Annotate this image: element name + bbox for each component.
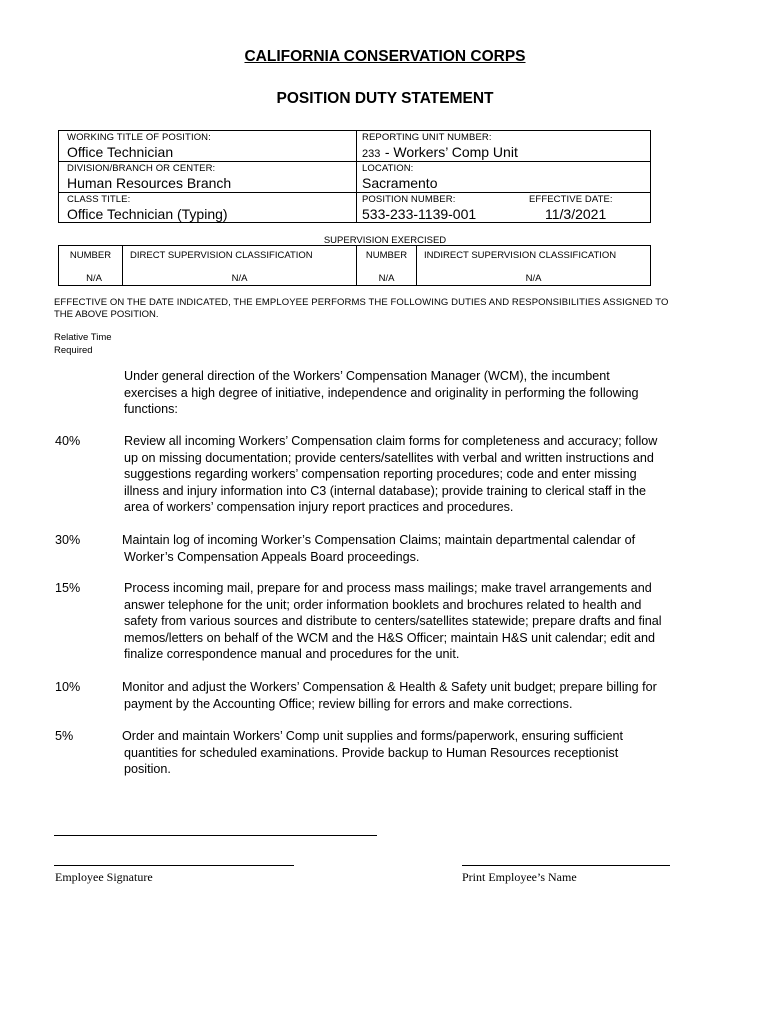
duty-line: Monitor and adjust the Workers’ Compensation & Health & Safety unit budget; prepare billing for (122, 680, 657, 694)
duty-line: Order and maintain Workers’ Comp unit supplies and forms/paperwork, ensuring sufficient (122, 729, 623, 743)
reporting-unit-number: 233 (362, 148, 381, 160)
direct-supervision-header: DIRECT SUPERVISION CLASSIFICATION (130, 250, 313, 261)
division-value: Human Resources Branch (67, 175, 232, 191)
duty-line: area of workers’ compensation injury report practices and procedures. (124, 500, 514, 515)
position-number-label: POSITION NUMBER: (362, 194, 456, 205)
position-number-value: 533-233-1139-001 (362, 206, 477, 222)
general-direction-paragraph (124, 368, 724, 418)
working-title-label: WORKING TITLE OF POSITION: (67, 132, 211, 143)
print-name-line[interactable] (462, 865, 670, 866)
supervision-number2-value: N/A (378, 273, 395, 284)
position-info-table (58, 130, 651, 223)
supervision-number2-header: NUMBER (365, 250, 408, 261)
duty-line: answer telephone for the unit; order information booklets and brochures related to health and (124, 597, 642, 612)
duty-line: Maintain log of incoming Worker’s Compensation Claims; maintain departmental calendar of (122, 533, 636, 547)
intro-line-1: EFFECTIVE ON THE DATE INDICATED, THE EMPLOYEE PERFORMS THE FOLLOWING DUTIES AND RESPONSIBILITIES ASSIGNED TO (54, 297, 669, 308)
duty-description (124, 433, 744, 516)
duty-line: memos/letters on behalf of the WCM and the H&S Officer; maintain H&S unit calendar; edit and (124, 630, 656, 645)
indirect-supervision-value: N/A (525, 273, 542, 284)
relative-time-label: Relative Time (54, 332, 112, 343)
reporting-unit-label: REPORTING UNIT NUMBER: (362, 132, 492, 143)
separator-line (54, 835, 377, 836)
effective-date-label: EFFECTIVE DATE: (529, 194, 613, 205)
duty-percent: 10% (55, 680, 81, 694)
paragraph-line: functions: (124, 402, 178, 417)
reporting-unit-value (362, 144, 518, 162)
duty-description (122, 728, 742, 778)
organization-title: CALIFORNIA CONSERVATION CORPS (244, 48, 526, 65)
duty-line: suggestions regarding workers’ compensation reporting procedures; code and enter missing (124, 467, 637, 482)
location-value: Sacramento (362, 175, 438, 191)
working-title-value: Office Technician (67, 144, 174, 160)
duty-description (122, 532, 742, 565)
effective-date-value: 11/3/2021 (545, 206, 607, 222)
duty-line: payment by the Accounting Office; review billing for errors and make corrections. (124, 696, 573, 711)
direct-supervision-value: N/A (231, 273, 248, 284)
location-label: LOCATION: (362, 163, 414, 174)
duty-line: Process incoming mail, prepare for and process mass mailings; make travel arrangements and (124, 581, 652, 595)
duty-line: illness and injury information into C3 (internal database); provide training to clerical staff in the (124, 483, 646, 498)
duty-percent: 30% (55, 533, 81, 547)
duty-line: position. (124, 762, 171, 777)
required-label: Required (54, 345, 93, 356)
duty-percent: 15% (55, 581, 81, 595)
paragraph-line: Under general direction of the Workers’ Compensation Manager (WCM), the incumbent (124, 369, 610, 383)
indirect-supervision-header: INDIRECT SUPERVISION CLASSIFICATION (424, 250, 617, 261)
class-title-value: Office Technician (Typing) (67, 206, 228, 222)
duty-line: up on missing documentation; provide centers/satellites with verbal and written instructions and (124, 450, 654, 465)
duty-percent: 40% (55, 434, 81, 448)
employee-signature-line[interactable] (54, 865, 294, 866)
reporting-unit-name: - Workers’ Comp Unit (384, 144, 518, 160)
duty-percent: 5% (55, 729, 74, 743)
duty-description (124, 580, 754, 663)
supervision-number-value: N/A (86, 273, 102, 284)
duty-line: finalize correspondence manual and procedures for the unit. (124, 647, 460, 662)
duty-line: Worker’s Compensation Appeals Board proceedings. (124, 549, 420, 564)
document-title: POSITION DUTY STATEMENT (276, 90, 494, 107)
duty-line: Review all incoming Workers’ Compensation claim forms for completeness and accuracy; follow (124, 434, 658, 448)
supervision-title: SUPERVISION EXERCISED (323, 235, 447, 246)
employee-signature-label: Employee Signature (55, 870, 153, 884)
duty-description (122, 679, 752, 712)
duty-line: quantities for scheduled examinations. Provide backup to Human Resources receptionist (124, 745, 619, 760)
division-label: DIVISION/BRANCH OR CENTER: (67, 163, 216, 174)
duty-line: safety from various sources and distribute to centers/satellites statewide; prepare drafts and final (124, 614, 662, 629)
paragraph-line: exercises a high degree of initiative, independence and originality in performing the following (124, 385, 639, 400)
supervision-table (58, 245, 651, 286)
supervision-number-header: NUMBER (69, 250, 112, 261)
intro-line-2: THE ABOVE POSITION. (54, 309, 159, 320)
class-title-label: CLASS TITLE: (67, 194, 131, 205)
print-name-label: Print Employee’s Name (462, 870, 577, 884)
